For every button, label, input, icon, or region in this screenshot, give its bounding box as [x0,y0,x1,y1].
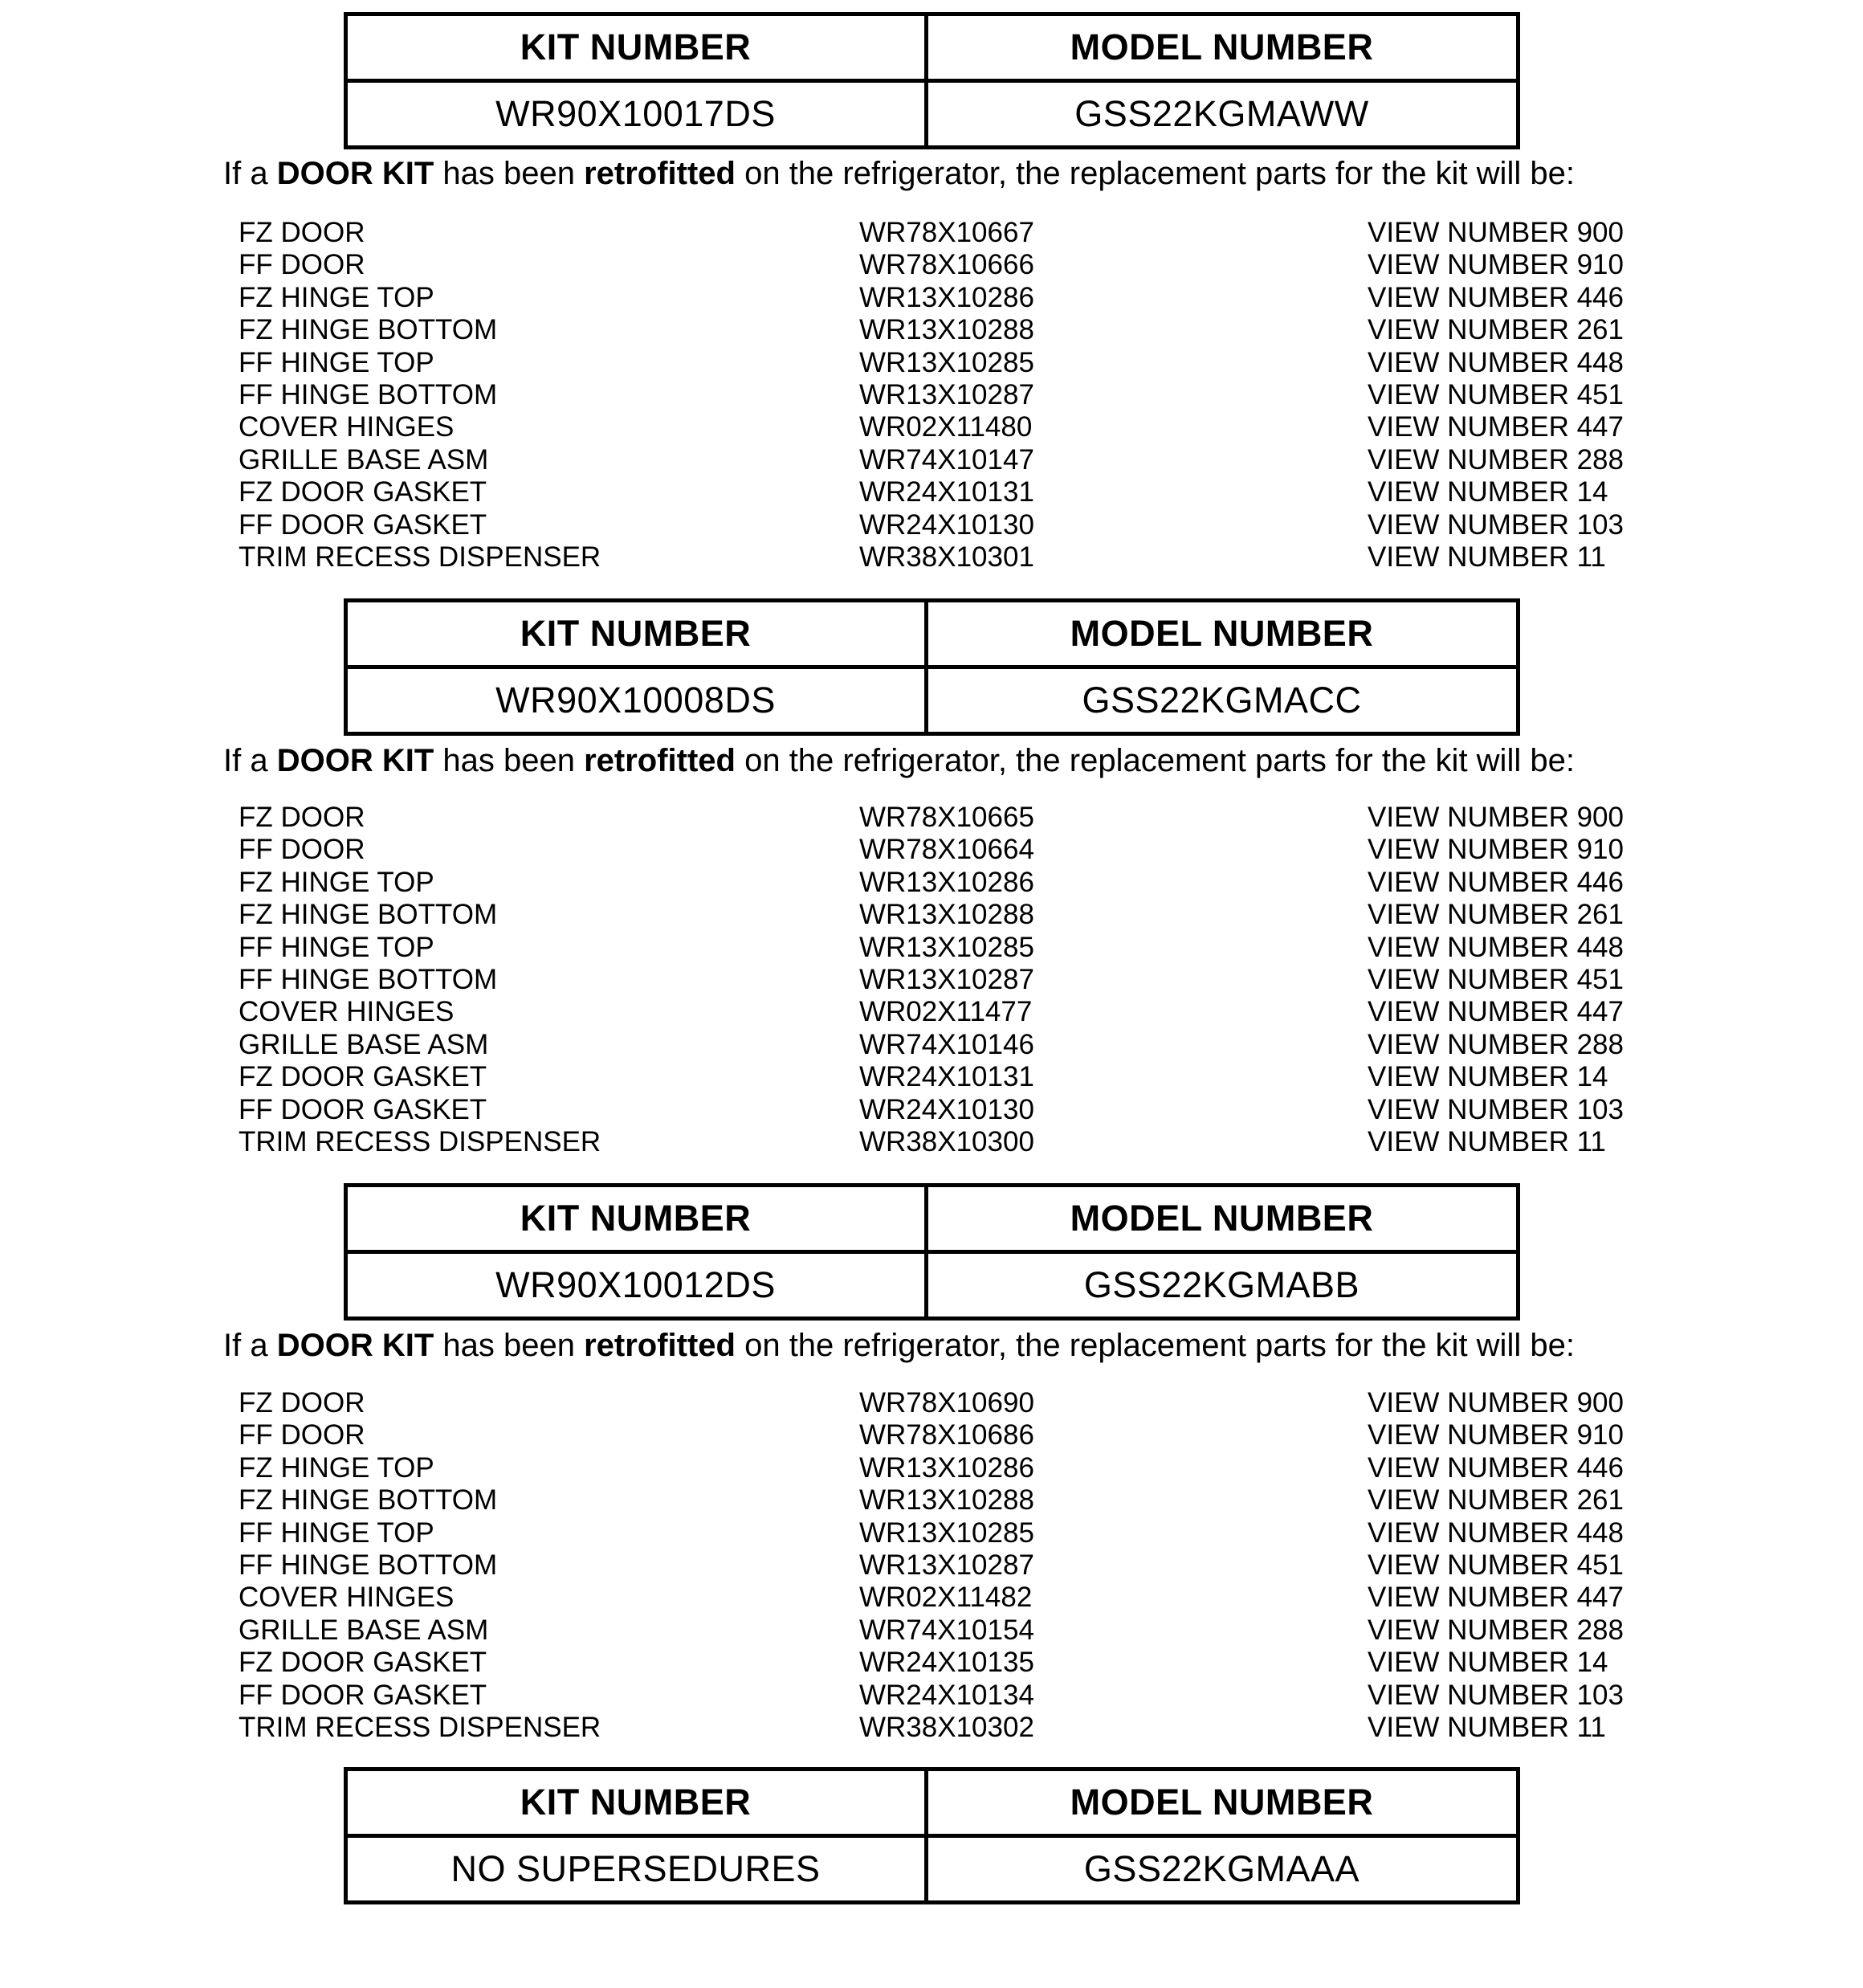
intro-text-part1: If a [223,743,277,778]
part-view-number: VIEW NUMBER 451 [1368,963,1624,995]
parts-row [0,314,1863,346]
part-description: TRIM RECESS DISPENSER [238,1711,601,1743]
part-view-number: VIEW NUMBER 448 [1368,931,1624,963]
parts-row [0,1419,1863,1451]
model-number-header: MODEL NUMBER [926,14,1518,81]
parts-row [0,217,1863,249]
part-number: WR24X10130 [859,1093,1034,1125]
part-view-number: VIEW NUMBER 451 [1368,1549,1624,1581]
intro-sentence-1 [223,157,1669,190]
part-description: FZ DOOR [238,1387,365,1419]
intro-bold-retrofitted: retrofitted [584,156,736,191]
intro-sentence-2 [223,745,1669,777]
part-view-number: VIEW NUMBER 900 [1368,217,1624,248]
part-description: FZ HINGE BOTTOM [238,314,498,346]
part-description: TRIM RECESS DISPENSER [238,1125,601,1157]
part-description: FF DOOR [238,1419,365,1451]
kit-number-header: KIT NUMBER [345,1186,926,1252]
intro-text-part3: on the refrigerator, the replacement parts for the kit will be: [735,743,1575,778]
parts-row [0,1647,1863,1679]
part-number: WR24X10131 [859,476,1034,508]
part-number: WR78X10686 [859,1419,1034,1451]
table-header-row [345,14,1518,81]
part-view-number: VIEW NUMBER 900 [1368,802,1624,833]
part-number: WR74X10147 [859,443,1034,476]
parts-row [0,1582,1863,1614]
part-description: FZ DOOR GASKET [238,1061,487,1093]
part-number: WR13X10287 [859,963,1034,995]
parts-list-1 [0,217,1863,574]
part-view-number: VIEW NUMBER 103 [1368,508,1624,541]
kit-model-table-2 [0,598,1863,736]
intro-text-part3: on the refrigerator, the replacement parts for the kit will be: [735,156,1575,191]
parts-row [0,379,1863,411]
parts-row [0,867,1863,899]
part-number: WR13X10285 [859,931,1034,963]
parts-list-3 [0,1387,1863,1744]
parts-row [0,509,1863,541]
part-number: WR78X10690 [859,1387,1034,1419]
part-number: WR78X10666 [859,249,1034,281]
part-number: WR02X11480 [859,411,1033,443]
part-number: WR24X10135 [859,1647,1034,1679]
part-description: FF HINGE TOP [238,1517,434,1549]
intro-text-part3: on the refrigerator, the replacement parts for the kit will be: [735,1328,1575,1363]
part-description: FF HINGE TOP [238,931,434,963]
part-view-number: VIEW NUMBER 451 [1368,378,1624,410]
parts-row [0,282,1863,314]
part-description: FF HINGE BOTTOM [238,1549,498,1581]
parts-row [0,1061,1863,1093]
parts-row [0,996,1863,1028]
parts-row [0,411,1863,443]
intro-sentence-3 [223,1329,1669,1361]
part-view-number: VIEW NUMBER 288 [1368,443,1624,476]
part-view-number: VIEW NUMBER 447 [1368,996,1624,1028]
part-description: FZ HINGE BOTTOM [238,1484,498,1517]
part-number: WR13X10285 [859,346,1034,378]
table-header-row [345,601,1518,667]
part-number: WR13X10288 [859,899,1034,931]
part-view-number: VIEW NUMBER 14 [1368,1061,1608,1093]
part-description: FZ DOOR [238,802,365,833]
part-number: WR13X10287 [859,1549,1034,1581]
intro-bold-retrofitted: retrofitted [584,1328,736,1363]
part-number: WR13X10286 [859,281,1034,313]
parts-row [0,1126,1863,1158]
part-description: GRILLE BASE ASM [238,1028,489,1060]
model-number-value: GSS22KGMAAA [926,1836,1518,1903]
part-number: WR74X10154 [859,1614,1034,1646]
part-description: COVER HINGES [238,411,455,443]
kit-model-table-1 [0,12,1863,149]
part-description: GRILLE BASE ASM [238,443,489,476]
intro-bold-retrofitted: retrofitted [584,743,736,778]
part-view-number: VIEW NUMBER 446 [1368,866,1624,898]
part-number: WR38X10301 [859,541,1034,573]
part-description: FZ DOOR GASKET [238,476,487,508]
part-number: WR13X10288 [859,1484,1034,1517]
part-number: WR74X10146 [859,1028,1034,1060]
part-view-number: VIEW NUMBER 447 [1368,1582,1624,1614]
part-description: FF DOOR [238,249,365,281]
part-view-number: VIEW NUMBER 11 [1368,541,1606,573]
part-view-number: VIEW NUMBER 448 [1368,346,1624,378]
part-view-number: VIEW NUMBER 288 [1368,1614,1624,1646]
part-number: WR02X11482 [859,1582,1033,1614]
parts-row [0,899,1863,931]
part-description: FF DOOR [238,834,365,866]
part-description: FF DOOR GASKET [238,1093,487,1125]
table-value-row [345,1252,1518,1319]
part-view-number: VIEW NUMBER 910 [1368,249,1624,281]
kit-number-value: WR90X10008DS [345,667,926,734]
part-number: WR24X10130 [859,508,1034,541]
part-number: WR38X10302 [859,1711,1034,1743]
parts-row [0,964,1863,996]
parts-row [0,444,1863,476]
part-view-number: VIEW NUMBER 261 [1368,899,1624,931]
intro-bold-door-kit: DOOR KIT [276,1328,434,1363]
kit-model-table [344,598,1520,736]
parts-row [0,1680,1863,1712]
parts-row [0,1549,1863,1582]
model-number-value: GSS22KGMAWW [926,81,1518,148]
part-number: WR02X11477 [859,996,1033,1028]
table-value-row [345,667,1518,734]
part-description: FZ HINGE TOP [238,866,434,898]
kit-model-table-3 [0,1183,1863,1321]
parts-row [0,1517,1863,1549]
part-number: WR13X10286 [859,1451,1034,1484]
part-view-number: VIEW NUMBER 288 [1368,1028,1624,1060]
part-description: FF HINGE BOTTOM [238,963,498,995]
part-number: WR24X10134 [859,1679,1034,1711]
part-description: FZ DOOR [238,217,365,248]
part-description: FF DOOR GASKET [238,1679,487,1711]
part-view-number: VIEW NUMBER 910 [1368,834,1624,866]
part-view-number: VIEW NUMBER 14 [1368,476,1608,508]
table-header-row [345,1770,1518,1836]
part-number: WR24X10131 [859,1061,1034,1093]
part-view-number: VIEW NUMBER 900 [1368,1387,1624,1419]
part-description: FZ HINGE TOP [238,281,434,313]
part-description: FZ DOOR GASKET [238,1647,487,1679]
parts-row [0,1029,1863,1061]
part-description: GRILLE BASE ASM [238,1614,489,1646]
intro-text-part2: has been [434,156,585,191]
model-number-header: MODEL NUMBER [926,1186,1518,1252]
part-view-number: VIEW NUMBER 11 [1368,1125,1606,1157]
part-number: WR13X10285 [859,1517,1034,1549]
kit-model-table [344,1183,1520,1321]
part-number: WR78X10664 [859,834,1034,866]
kit-model-table-4 [0,1767,1863,1904]
part-description: COVER HINGES [238,996,455,1028]
parts-row [0,1484,1863,1517]
parts-row [0,802,1863,834]
parts-row [0,476,1863,508]
part-number: WR13X10288 [859,314,1034,346]
parts-row [0,834,1863,866]
intro-text-part2: has been [434,1328,585,1363]
model-number-header: MODEL NUMBER [926,601,1518,667]
part-view-number: VIEW NUMBER 11 [1368,1711,1606,1743]
kit-number-value: WR90X10017DS [345,81,926,148]
part-number: WR13X10287 [859,378,1034,410]
table-header-row [345,1186,1518,1252]
kit-number-value: WR90X10012DS [345,1252,926,1319]
part-view-number: VIEW NUMBER 261 [1368,314,1624,346]
kit-model-table [344,1767,1520,1904]
parts-row [0,249,1863,281]
parts-row [0,1712,1863,1744]
part-view-number: VIEW NUMBER 910 [1368,1419,1624,1451]
kit-number-value: NO SUPERSEDURES [345,1836,926,1903]
parts-row [0,932,1863,964]
part-description: COVER HINGES [238,1582,455,1614]
intro-text-part1: If a [223,156,277,191]
part-view-number: VIEW NUMBER 448 [1368,1517,1624,1549]
kit-number-header: KIT NUMBER [345,601,926,667]
kit-number-header: KIT NUMBER [345,14,926,81]
intro-text-part2: has been [434,743,585,778]
parts-row [0,1614,1863,1647]
part-view-number: VIEW NUMBER 446 [1368,281,1624,313]
model-number-header: MODEL NUMBER [926,1770,1518,1836]
table-value-row [345,81,1518,148]
part-view-number: VIEW NUMBER 261 [1368,1484,1624,1517]
part-view-number: VIEW NUMBER 447 [1368,411,1624,443]
kit-number-header: KIT NUMBER [345,1770,926,1836]
part-number: WR13X10286 [859,866,1034,898]
part-description: FZ HINGE BOTTOM [238,899,498,931]
part-description: TRIM RECESS DISPENSER [238,541,601,573]
part-view-number: VIEW NUMBER 14 [1368,1647,1608,1679]
model-number-value: GSS22KGMABB [926,1252,1518,1319]
parts-row [0,541,1863,574]
parts-row [0,1387,1863,1419]
parts-row [0,1094,1863,1126]
parts-list-2 [0,802,1863,1158]
parts-row [0,1452,1863,1484]
part-description: FZ HINGE TOP [238,1451,434,1484]
part-number: WR78X10665 [859,802,1034,833]
part-view-number: VIEW NUMBER 103 [1368,1093,1624,1125]
intro-text-part1: If a [223,1328,277,1363]
part-view-number: VIEW NUMBER 446 [1368,1451,1624,1484]
part-number: WR78X10667 [859,217,1034,248]
intro-bold-door-kit: DOOR KIT [276,156,434,191]
model-number-value: GSS22KGMACC [926,667,1518,734]
part-number: WR38X10300 [859,1125,1034,1157]
part-view-number: VIEW NUMBER 103 [1368,1679,1624,1711]
part-description: FF HINGE BOTTOM [238,378,498,410]
table-value-row [345,1836,1518,1903]
kit-model-table [344,12,1520,149]
part-description: FF HINGE TOP [238,346,434,378]
parts-row [0,347,1863,379]
part-description: FF DOOR GASKET [238,508,487,541]
intro-bold-door-kit: DOOR KIT [276,743,434,778]
